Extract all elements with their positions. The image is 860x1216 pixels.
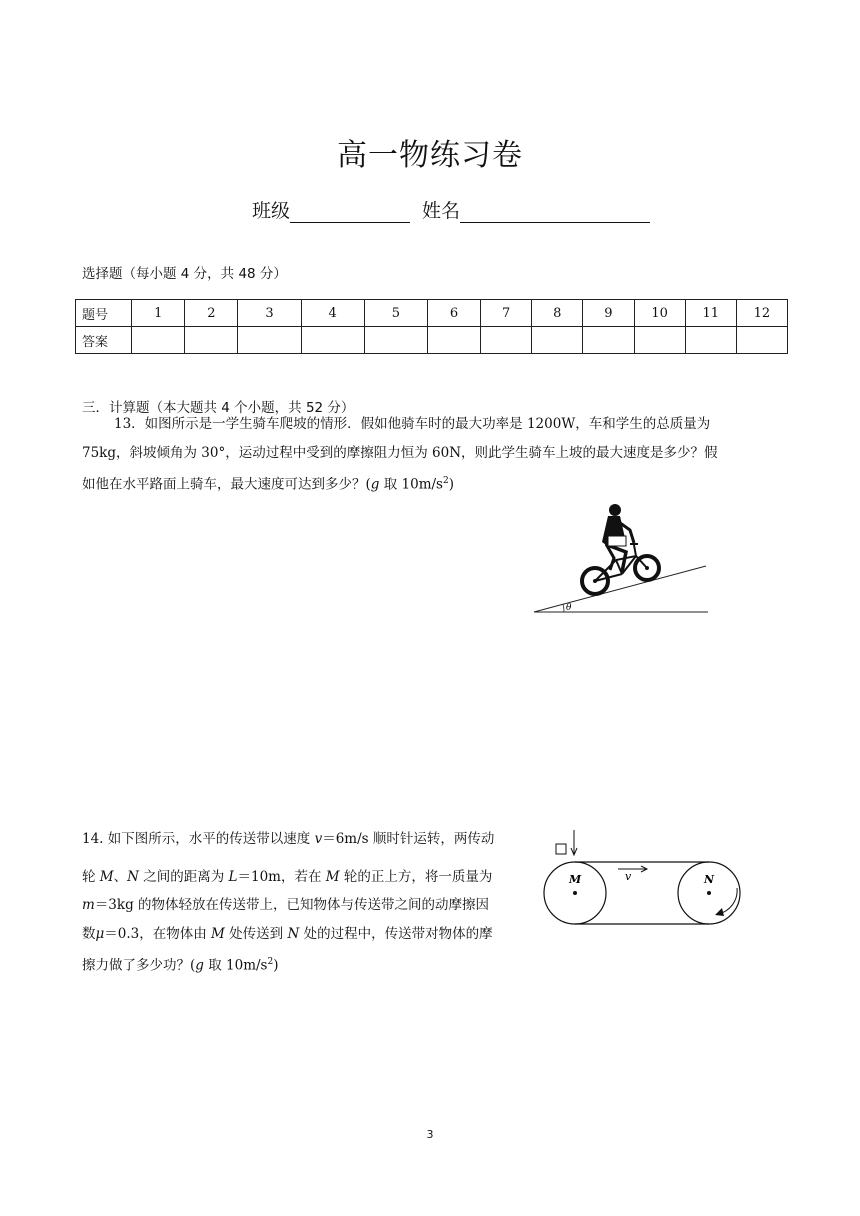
- answer-cell[interactable]: [185, 327, 238, 354]
- q14-line: [82, 863, 530, 892]
- label-v: v: [625, 870, 632, 883]
- rider-icon: [602, 504, 634, 572]
- question-number: 5: [364, 300, 427, 327]
- table-row-numbers: [76, 300, 788, 327]
- name-blank[interactable]: [460, 202, 650, 223]
- symbol-N: N: [127, 868, 139, 885]
- q13-text: 如他在水平路面上骑车，最大速度可达到多少？(: [82, 476, 371, 493]
- q13-line: 13．如图所示是一学生骑车爬坡的情形．假如他骑车时的最大功率是 1200W，车和学生的总质量为: [114, 416, 711, 432]
- conveyor-belt-figure: [540, 826, 745, 930]
- symbol-g: g: [195, 957, 204, 974]
- answer-cell[interactable]: [132, 327, 185, 354]
- page-number: 3: [426, 1128, 434, 1141]
- question-number: 6: [427, 300, 480, 327]
- class-label: 班级: [252, 200, 291, 222]
- q13-text: 取 10m/s: [379, 476, 443, 493]
- question-14: [82, 825, 530, 980]
- q14-text: ＝0.3，在物体由: [104, 925, 212, 942]
- q14-text: ＝3kg 的物体轻放在传送带上，已知物体与传送带之间的动摩擦因: [94, 897, 490, 913]
- question-number: 12: [736, 300, 787, 327]
- table-row-answers: [76, 327, 788, 354]
- superscript: 2: [442, 476, 449, 486]
- symbol-N: N: [287, 925, 300, 942]
- q14-line: [82, 825, 530, 854]
- symbol-mu: μ: [95, 925, 105, 942]
- answer-cell[interactable]: [364, 327, 427, 354]
- calc-section-heading: 三．计算题（本大题共 4 个小题，共 52 分）: [82, 400, 355, 416]
- block-icon: [556, 844, 566, 854]
- question-number: 8: [532, 300, 583, 327]
- label-M: M: [569, 873, 582, 886]
- q14-text: 轮的正上方，将一质量为: [339, 868, 493, 885]
- q14-text: 擦力做了多少功？(: [82, 957, 196, 974]
- answer-cell[interactable]: [481, 327, 532, 354]
- answer-cell[interactable]: [634, 327, 685, 354]
- q13-line: 75kg，斜坡倾角为 30°，运动过程中受到的摩擦阻力恒为 60N，则此学生骑车上坡的最大速度是多少？假: [82, 444, 718, 461]
- q14-text: 轮: [82, 868, 100, 885]
- symbol-M: M: [99, 868, 114, 885]
- page-title: 高一物练习卷: [337, 138, 523, 173]
- class-blank[interactable]: [290, 202, 410, 223]
- answer-table: [75, 299, 788, 354]
- answer-cell[interactable]: [736, 327, 787, 354]
- q14-text: ＝10m，若在: [237, 868, 326, 885]
- symbol-g: g: [370, 476, 380, 493]
- question-number: 7: [481, 300, 532, 327]
- q13-text: ): [448, 476, 454, 493]
- superscript: 2: [267, 957, 274, 967]
- label-N: N: [704, 873, 715, 886]
- symbol-v: v: [314, 831, 323, 847]
- question-number: 1: [132, 300, 185, 327]
- symbol-L: L: [228, 868, 238, 885]
- question-number: 10: [634, 300, 685, 327]
- q14-line: [82, 891, 530, 920]
- symbol-M: M: [325, 868, 340, 885]
- answer-header: 答案: [76, 327, 132, 354]
- symbol-m: m: [82, 897, 95, 913]
- q14-text: ＝6m/s 顺时针运转，两传动: [322, 831, 495, 847]
- answer-cell[interactable]: [238, 327, 301, 354]
- question-number: 2: [185, 300, 238, 327]
- q14-text: 14. 如下图所示，水平的传送带以速度: [82, 831, 315, 847]
- choice-section-heading: 选择题（每小题 4 分，共 48 分）: [82, 266, 287, 282]
- q14-line: [82, 920, 530, 949]
- symbol-M: M: [211, 925, 225, 942]
- question-number: 3: [238, 300, 301, 327]
- name-label: 姓名: [422, 200, 461, 222]
- answer-cell[interactable]: [532, 327, 583, 354]
- q14-text: 、: [113, 868, 128, 885]
- question-number: 11: [685, 300, 736, 327]
- question-13: [82, 410, 782, 499]
- q13-line: [82, 467, 782, 499]
- answer-cell[interactable]: [583, 327, 634, 354]
- cyclist-slope-figure: [530, 500, 715, 618]
- q14-text: 处的过程中，传送带对物体的摩: [299, 925, 493, 942]
- angle-theta-label: θ: [566, 603, 572, 613]
- q14-text: 处传送到: [224, 925, 288, 942]
- q14-text: 取 10m/s: [203, 957, 268, 974]
- q14-text: ): [273, 957, 279, 974]
- answer-cell[interactable]: [685, 327, 736, 354]
- answer-cell[interactable]: [427, 327, 480, 354]
- class-name-line: [252, 196, 650, 223]
- question-number: 4: [301, 300, 364, 327]
- answer-cell[interactable]: [301, 327, 364, 354]
- question-number: 9: [583, 300, 634, 327]
- q14-text: 之间的距离为: [138, 868, 229, 885]
- q14-text: 数: [82, 925, 96, 942]
- question-number-header: 题号: [76, 300, 132, 327]
- q14-line: [82, 948, 530, 980]
